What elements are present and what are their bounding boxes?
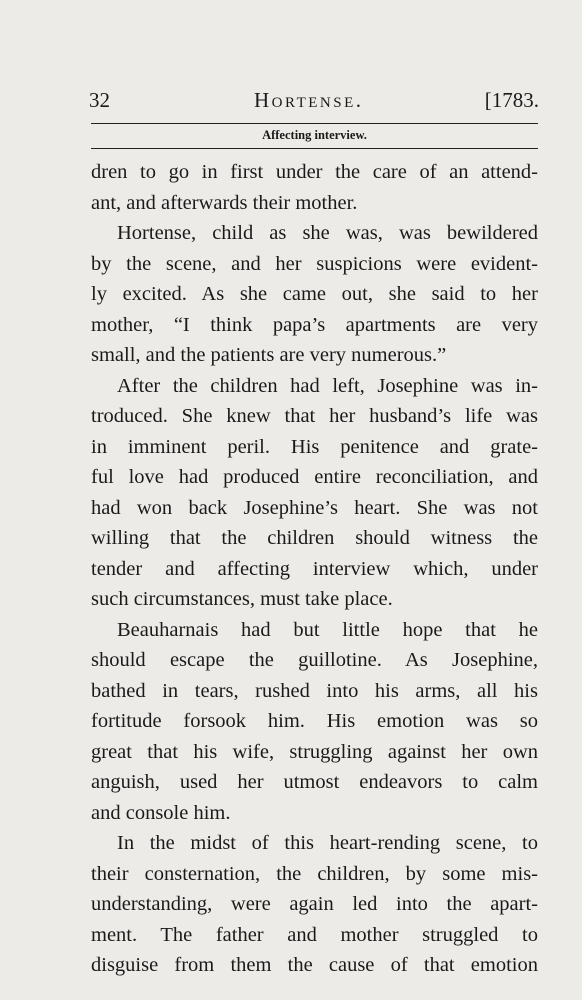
text-line: should escape the guillotine. As Josephine, (91, 649, 538, 671)
text-line: ment. The father and mother struggled to (91, 923, 538, 946)
text-line: anguish, used her utmost endeavors to calm (91, 771, 538, 793)
text-line: willing that the children should witness the (91, 527, 538, 549)
body-text (91, 157, 538, 981)
book-title: Hortense. (254, 88, 364, 112)
text-line: In the midst of this heart-rending scene, to (117, 832, 538, 854)
text-line: fortitude forsook him. His emotion was so (91, 710, 538, 732)
text-line: Beauharnais had but little hope that he (117, 618, 538, 641)
running-head (89, 88, 539, 116)
text-line: and console him. (91, 801, 231, 824)
section-subheading: Affecting interview. (262, 128, 367, 142)
text-line: bathed in tears, rushed into his arms, all his (91, 679, 538, 702)
text-line: After the children had left, Josephine was in- (117, 374, 538, 397)
text-line: mother, “I think papa’s apartments are very (91, 313, 538, 336)
text-line: Hortense, child as she was, was bewildered (117, 222, 538, 244)
text-line: in imminent peril. His penitence and grate- (91, 435, 538, 458)
text-line: disguise from them the cause of that emotion (91, 954, 538, 976)
text-line: ful love had produced entire reconciliation, and (91, 466, 538, 488)
text-line: small, and the patients are very numerous.” (91, 344, 447, 366)
header-rule-top (91, 123, 538, 124)
text-line: tender and affecting interview which, under (91, 557, 538, 580)
page-number: 32 (89, 88, 110, 112)
text-line: by the scene, and her suspicions were evident- (91, 252, 538, 275)
text-line: such circumstances, must take place. (91, 588, 393, 610)
year-marker: [1783. (484, 88, 539, 112)
text-line: great that his wife, struggling against her own (91, 740, 538, 763)
text-line: dren to go in first under the care of an attend- (91, 161, 538, 183)
text-line: understanding, were again led into the apart- (91, 893, 538, 915)
text-line: troduced. She knew that her husband’s life was (91, 405, 538, 427)
text-line: ant, and afterwards their mother. (91, 191, 358, 214)
text-line: ly excited. As she came out, she said to her (91, 283, 538, 305)
header-rule-bottom (91, 148, 538, 149)
text-line: had won back Josephine’s heart. She was not (91, 496, 538, 519)
text-line: their consternation, the children, by some mis- (91, 862, 538, 885)
